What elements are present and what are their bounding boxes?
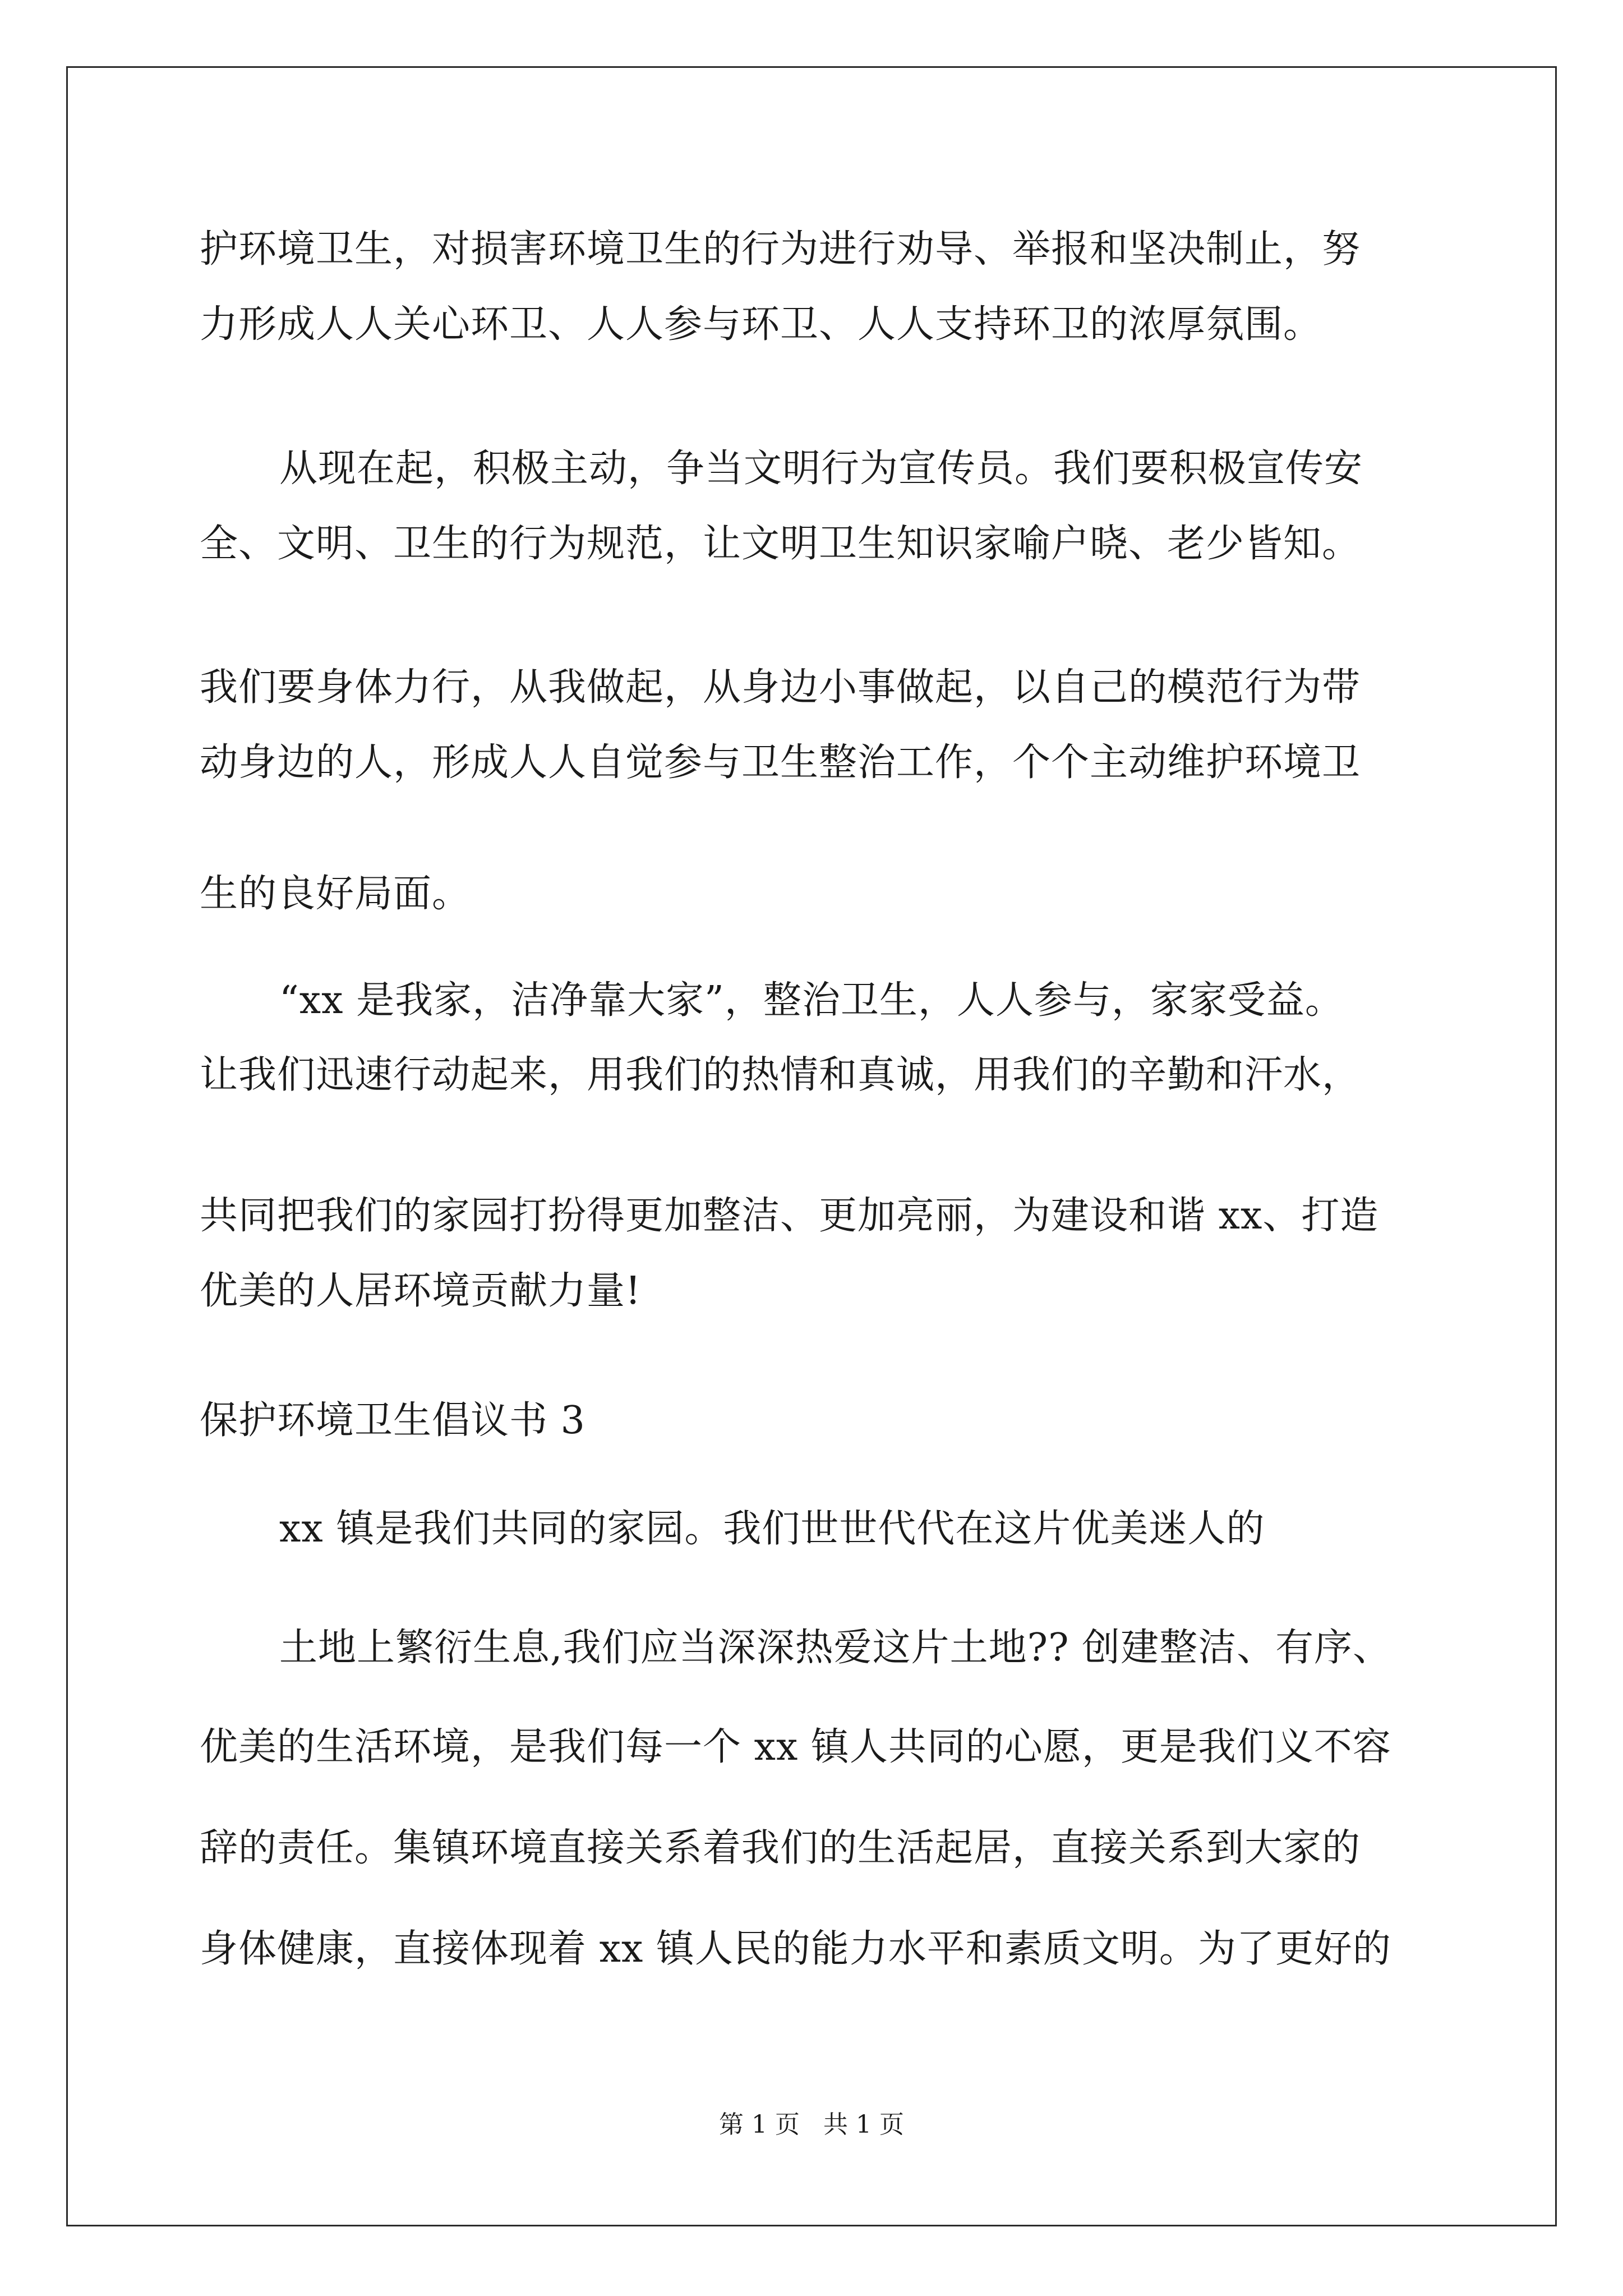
body-line: 动身边的人，形成人人自觉参与卫生整治工作，个个主动维护环境卫	[200, 740, 1361, 785]
body-line: 力形成人人关心环卫、人人参与环卫、人人支持环卫的浓厚氛围。	[200, 302, 1322, 347]
body-line: 共同把我们的家园打扮得更加整洁、更加亮丽，为建设和谐 xx、打造	[200, 1194, 1379, 1238]
body-line: 全、文明、卫生的行为规范，让文明卫生知识家喻户晓、老少皆知。	[200, 522, 1361, 566]
body-line: 优美的生活环境，是我们每一个 xx 镇人共同的心愿，更是我们义不容	[200, 1725, 1391, 1769]
body-line: 让我们迅速行动起来，用我们的热情和真诚，用我们的辛勤和汗水，	[200, 1053, 1361, 1097]
body-line: 生的良好局面。	[200, 872, 471, 916]
body-line: 优美的人居环境贡献力量!	[200, 1269, 642, 1313]
body-line: “xx 是我家，洁净靠大家”，整治卫生，人人参与，家家受益。	[279, 978, 1344, 1023]
page-footer: 第 1 页 共 1 页	[719, 2110, 904, 2139]
body-line: 我们要身体力行，从我做起，从身边小事做起，以自己的模范行为带	[200, 665, 1361, 710]
body-line: 身体健康，直接体现着 xx 镇人民的能力水平和素质文明。为了更好的	[200, 1927, 1391, 1971]
section-heading: 保护环境卫生倡议书 3	[200, 1398, 585, 1443]
body-line: 辞的责任。集镇环境直接关系着我们的生活起居，直接关系到大家的	[200, 1826, 1361, 1870]
body-line: 护环境卫生，对损害环境卫生的行为进行劝导、举报和坚决制止，努	[200, 227, 1361, 272]
body-line: 从现在起，积极主动，争当文明行为宣传员。我们要积极宣传安	[279, 447, 1363, 491]
body-line: xx 镇是我们共同的家园。我们世世代代在这片优美迷人的	[279, 1507, 1265, 1551]
body-line: 土地上繁衍生息,我们应当深深热爱这片土地?? 创建整洁、有序、	[279, 1626, 1392, 1670]
page-border	[66, 66, 1557, 2226]
